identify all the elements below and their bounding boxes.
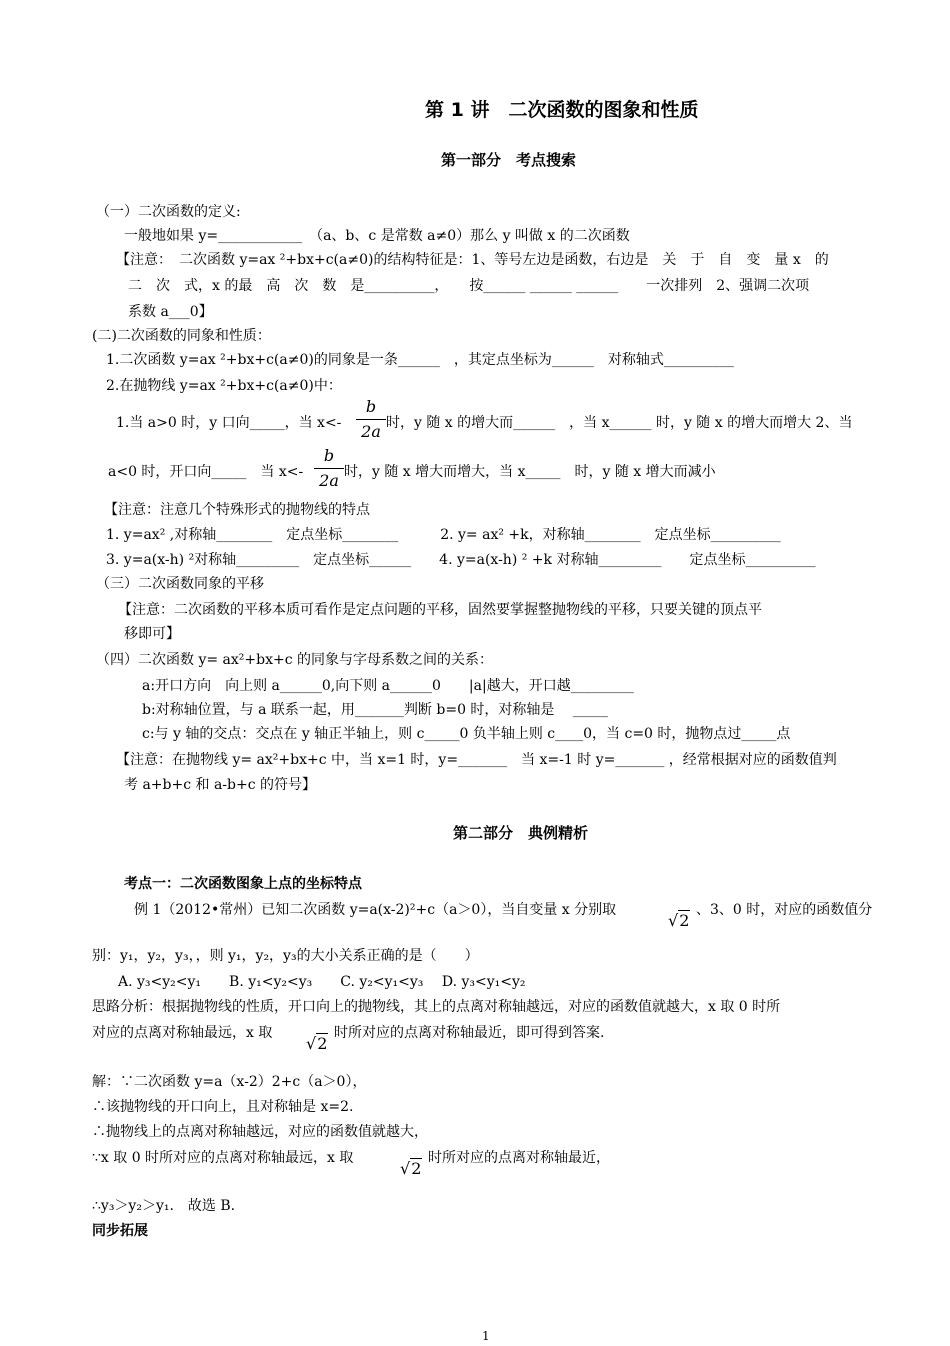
s2-line4b: 时，y 随 x 增大而增大，当 x_____ 时，y 随 x 增大而减小 [344,464,716,480]
s4-line-b: b:对称轴位置，与 a 联系一起，用_______判断 b=0 时，对称轴是 _____ [142,702,608,718]
s2-line4a: a<0 时，开口向_____ 当 x<- [108,464,304,480]
fraction-denominator: 2a [319,471,339,490]
s2-note: 【注意：注意几个特殊形式的抛物线的特点 [104,502,370,518]
solution-line2: ∴该抛物线的开口向上，且对称轴是 x=2. [92,1099,354,1115]
sqrt-2: √2 [668,911,690,930]
solution-line1: 解：∵二次函数 y=a（x-2）2+c（a＞0）， [92,1074,367,1090]
s2-note-line2: 3. y=a(x-h) ²对称轴_________ 定点坐标______ 4. y=a(x-h) ² +k 对称轴_________ 定点坐标__________ [106,552,816,568]
s2-line1: 1.二次函数 y=ax ²+bx+c(a≠0)的同象是一条______ ，其定点坐标为______ 对称轴式__________ [106,352,734,368]
s2-line3b: 时，y 随 x 的增大而______ ，当 x______ 时，y 随 x 的增大而增大 2、当 [386,415,853,431]
sqrt-radicand: 2 [679,911,690,930]
sqrt-radicand: 2 [411,1159,422,1178]
s2-heading: (二)二次函数的同象和性质： [92,328,271,344]
s1-line3: 二 次 式，x 的最 高 次 数 是__________， 按______ ______ ______ 一次排列 2、强调二次项 [128,278,810,294]
fraction-b-over-2a [356,398,386,441]
part2-heading: 第二部分 典例精析 [453,824,589,842]
analysis-line1: 思路分析：根据抛物线的性质，开口向上的抛物线，其上的点离对称轴越远，对应的函数值就越大，x 取 0 时所 [92,999,781,1015]
s3-line2: 移即可】 [124,626,180,642]
example1-line2: 别：y₁，y₂，y₃，，则 y₁，y₂，y₃的大小关系正确的是（ ） [92,948,479,964]
solution-line3: ∴抛物线上的点离对称轴越远，对应的函数值就越大， [92,1124,428,1140]
example1-options: A. y₃<y₂<y₁ B. y₁<y₂<y₃ C. y₂<y₁<y₃ D. y₃<y₁<y₂ [118,974,526,990]
analysis-line2b: 时所对应的点离对称轴最近，即可得到答案. [334,1025,605,1041]
page-title: 第 1 讲 二次函数的图象和性质 [425,99,699,121]
s1-line4: 系数 a___0】 [128,304,213,320]
s4-note-line1: 【注意：在抛物线 y= ax²+bx+c 中，当 x=1 时，y=_______ 当 x=-1 时 y=_______ ，经常根据对应的函数值判 [116,752,837,768]
s4-heading: （四）二次函数 y= ax²+bx+c 的同象与字母系数之间的关系： [96,652,494,668]
solution-line4b: 时所对应的点离对称轴最近， [428,1150,610,1166]
analysis-line2a: 对应的点离对称轴最远，x 取 [92,1025,273,1041]
example1-line1b: 、3、0 时，对应的函数值分 [696,902,873,918]
part1-heading: 第一部分 考点搜索 [441,151,577,169]
example1-line1a: 例 1（2012•常州）已知二次函数 y=a(x-2)²+c（a＞0），当自变量 x 分别取 [134,902,617,918]
sync-extension-heading: 同步拓展 [92,1223,148,1239]
solution-line4a: ∵x 取 0 时所对应的点离对称轴最远，x 取 [92,1150,354,1166]
fraction-numerator: b [323,446,335,465]
s3-line1: 【注意：二次函数的平移本质可看作是定点问题的平移，固然要掌握整抛物线的平移，只要关键的顶点平 [118,602,762,618]
s2-line2: 2.在抛物线 y=ax ²+bx+c(a≠0)中： [106,378,342,394]
s2-note-line1: 1. y=ax² ,对称轴________ 定点坐标________ 2. y= ax² +k，对称轴________ 定点坐标__________ [106,527,781,543]
fraction-b-over-2a-2 [314,447,344,490]
fraction-numerator: b [365,397,377,416]
solution-line5: ∴y₃＞y₂＞y₁. 故选 B. [92,1198,236,1214]
sqrt-radicand: 2 [317,1034,328,1053]
sqrt-2: √2 [400,1159,422,1178]
page-number: 1 [482,1329,490,1343]
s4-line-a: a:开口方向 向上则 a______0,向下则 a______0 |a|越大，开口越_________ [142,678,634,694]
s1-line2: 【注意： 二次函数 y=ax ²+bx+c(a≠0)的结构特征是：1、等号左边是函数，右边是 关 于 自 变 量 x 的 [116,252,829,268]
kaodian1-heading: 考点一：二次函数图象上点的坐标特点 [124,876,362,892]
fraction-denominator: 2a [361,422,381,441]
s2-line3a: 1.当 a>0 时，y 口向_____，当 x<- [116,415,342,431]
s4-line-c: c:与 y 轴的交点：交点在 y 轴正半轴上，则 c_____0 负半轴上则 c____0，当 c=0 时，抛物点过_____点 [142,726,791,742]
s1-heading: （一）二次函数的定义: [96,204,241,220]
sqrt-2: √2 [306,1034,328,1053]
s1-line1: 一般地如果 y=____________ （a、b、c 是常数 a≠0）那么 y 叫做 x 的二次函数 [124,228,630,244]
s4-note-line2: 考 a+b+c 和 a-b+c 的符号】 [124,777,317,793]
s3-heading: （三）二次函数同象的平移 [96,576,264,592]
